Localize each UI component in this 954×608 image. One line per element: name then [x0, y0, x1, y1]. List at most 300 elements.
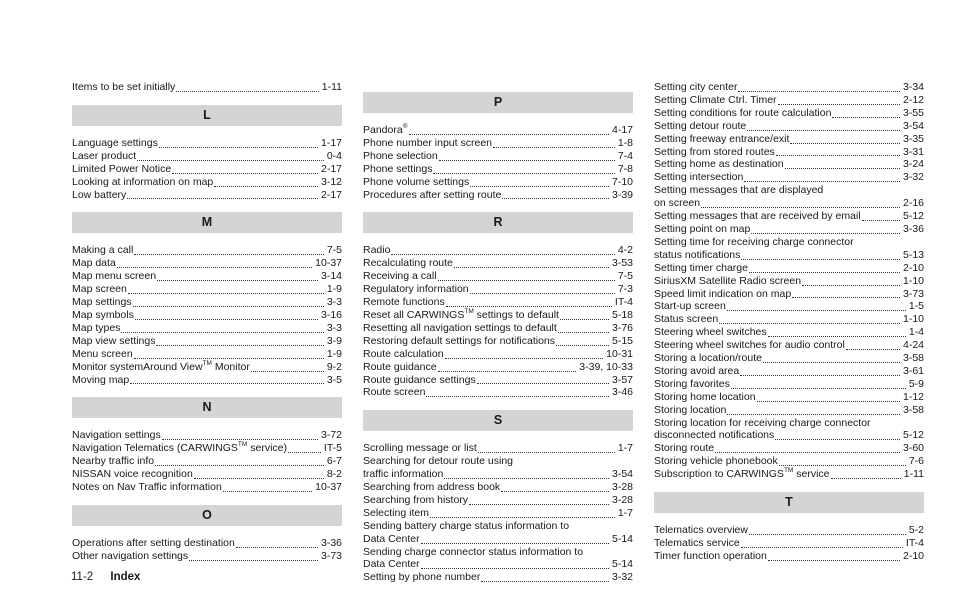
index-entry [654, 524, 924, 537]
index-entry-text: Data Center [363, 558, 420, 571]
index-entry-text: Setting intersection [654, 171, 744, 184]
index-entry-name [654, 365, 739, 378]
index-letter-header: O [72, 505, 342, 526]
dot-leader [470, 186, 609, 187]
index-entry-name [72, 137, 158, 150]
index-entry-name [363, 176, 469, 189]
dot-leader [741, 547, 903, 548]
index-entry-text: Radio [363, 244, 391, 257]
index-entry-text: Setting messages that are displayed [654, 184, 824, 197]
index-entry-text: Storing home location [654, 390, 756, 403]
index-entry [363, 361, 633, 374]
index-entry-text: Making a call [72, 244, 134, 257]
index-entry-name [363, 309, 559, 322]
page-reference: 7-5 [326, 244, 342, 257]
dot-leader [155, 465, 324, 466]
dot-leader [430, 517, 615, 518]
index-entry [72, 244, 342, 257]
dot-leader [785, 168, 900, 169]
dot-leader [719, 323, 900, 324]
index-entry-name [654, 223, 750, 236]
dot-leader [214, 186, 318, 187]
dot-leader [846, 349, 900, 350]
index-entry [654, 223, 924, 236]
page-reference: 7-5 [617, 270, 633, 283]
index-entry-name [72, 374, 129, 387]
index-entry [654, 352, 924, 365]
index-entry-text: service) [247, 442, 287, 455]
page-reference: IT-4 [614, 296, 633, 309]
index-entry [654, 184, 924, 210]
index-entry [72, 81, 342, 94]
index-entry [72, 270, 342, 283]
page-reference: 1-10 [902, 274, 924, 287]
dot-leader [556, 345, 609, 346]
page-reference: 3-46 [611, 386, 633, 399]
dot-leader [446, 306, 612, 307]
page-reference: 1-12 [902, 390, 924, 403]
index-entry [654, 146, 924, 159]
page-reference: 3-61 [902, 364, 924, 377]
index-entry-text: Route guidance settings [363, 373, 476, 386]
page-reference: 1-11 [321, 81, 342, 93]
page-reference: 10-37 [315, 481, 342, 494]
index-entry [363, 348, 633, 361]
index-entry-name [363, 348, 444, 361]
dot-leader [223, 491, 312, 492]
index-entry-text: Storing avoid area [654, 364, 740, 377]
page-reference: 3-5 [326, 373, 342, 386]
page-reference: 1-7 [617, 442, 633, 455]
dot-leader [862, 220, 900, 221]
index-entry [654, 171, 924, 184]
index-entry [363, 335, 633, 348]
index-letter-header: M [72, 212, 342, 233]
page-reference: 5-12 [902, 429, 924, 442]
page-reference: 3-31 [902, 145, 924, 158]
dot-leader [478, 452, 615, 453]
index-entry-text: Storing location [654, 403, 727, 416]
index-entry-name [72, 244, 133, 257]
index-entry-name [72, 283, 127, 296]
dot-leader [409, 134, 609, 135]
index-entry [363, 374, 633, 387]
index-entry [363, 189, 633, 202]
index-entry-name [363, 163, 432, 176]
page-reference: 0-4 [326, 149, 342, 162]
index-entry-name [72, 468, 193, 481]
index-entry-name [363, 270, 437, 283]
index-entry-text: Searching from address book [363, 481, 501, 494]
page-reference: 2-17 [320, 188, 342, 201]
index-entry-text: Phone selection [363, 149, 438, 162]
page-reference: 3-35 [902, 132, 924, 145]
index-entry [654, 300, 924, 313]
index-entry [72, 468, 342, 481]
index-entry [363, 571, 633, 584]
index-entry-name [654, 94, 777, 107]
index-entry [72, 537, 342, 550]
index-entry [72, 335, 342, 348]
page-reference: 3-32 [611, 571, 633, 584]
index-entry-text: Restoring default settings for notifications [363, 334, 556, 347]
section-label: Index [110, 571, 141, 583]
index-entry [363, 244, 633, 257]
index-entry [654, 158, 924, 171]
index-entry [72, 481, 342, 494]
page-reference: 1-17 [320, 136, 342, 149]
index-entry-name [654, 158, 784, 171]
index-entry [654, 94, 924, 107]
index-entry [654, 468, 924, 481]
index-letter-header: P [363, 92, 633, 113]
index-entry [72, 374, 342, 387]
index-entry-name [654, 210, 861, 223]
page-reference: 3-36 [320, 536, 342, 549]
index-entry-text: Items to be set initially [72, 81, 176, 93]
index-entry-text: Laser product [72, 149, 137, 162]
dot-leader [747, 130, 900, 131]
index-entry-name [654, 455, 778, 468]
index-entry-text: Recalculating route [363, 257, 453, 270]
index-entry-text: Setting time for receiving charge connector [654, 235, 854, 248]
index-entry [72, 550, 342, 563]
index-entry-text: Setting detour route [654, 119, 747, 132]
dot-leader [189, 560, 318, 561]
index-entry [654, 288, 924, 301]
page-reference: 3-34 [902, 81, 924, 93]
index-column-2 [363, 81, 633, 584]
dot-leader [134, 254, 324, 255]
dot-leader [802, 285, 900, 286]
dot-leader [288, 452, 321, 453]
index-entry-name [72, 309, 134, 322]
page-reference: 3-16 [320, 308, 342, 321]
page-reference: 5-18 [611, 308, 633, 321]
index-entry-line [363, 533, 633, 546]
page-reference: 3-3 [326, 296, 342, 309]
dot-leader [130, 383, 324, 384]
index-entry-name [72, 176, 213, 189]
index-entry [72, 283, 342, 296]
index-entry-name [72, 550, 188, 563]
page-reference: 3-14 [320, 270, 342, 283]
index-entry-text: Resetting all navigation settings to default [363, 321, 557, 334]
page-reference: 5-15 [611, 334, 633, 347]
index-entry-text: settings to default [473, 308, 559, 321]
dot-leader [727, 310, 906, 311]
index-entry-text: Setting freeway entrance/exit [654, 132, 790, 145]
index-entry-text: Steering wheel switches for audio control [654, 339, 845, 352]
index-entry [654, 210, 924, 223]
page-reference: 8-2 [326, 468, 342, 481]
index-entry [363, 309, 633, 322]
index-entry-text: Looking at information on map [72, 175, 214, 188]
index-entry-text: Telematics service [654, 537, 740, 549]
index-entry [363, 481, 633, 494]
index-entry-name [72, 296, 132, 309]
page-reference: 3-28 [611, 493, 633, 506]
dot-leader [477, 383, 609, 384]
page-reference: 5-9 [908, 377, 924, 390]
index-entry-text: Map view settings [72, 334, 156, 347]
index-entry-text: Low battery [72, 188, 127, 201]
index-entry-text: Map types [72, 321, 121, 334]
index-entry-text: Remote functions [363, 296, 445, 309]
dot-leader [159, 147, 318, 148]
index-entry-text: Nearby traffic info [72, 455, 155, 468]
index-entry [363, 283, 633, 296]
dot-leader [792, 297, 900, 298]
page-reference: 3-39, 10-33 [579, 360, 633, 373]
page-reference: 9-2 [326, 360, 342, 373]
index-entry-name [363, 533, 420, 546]
dot-leader [749, 534, 906, 535]
index-entry [363, 322, 633, 335]
index-entry-name [654, 378, 730, 391]
page-reference: 3-54 [611, 468, 633, 481]
page-number: 11-2 [71, 571, 94, 583]
index-entry-name [654, 524, 748, 537]
dot-leader [501, 491, 609, 492]
page-reference: 1-9 [326, 347, 342, 360]
index-entry-text: Setting by phone number [363, 571, 481, 584]
dot-leader [176, 91, 318, 92]
index-entry-name [363, 468, 443, 481]
dot-leader [470, 293, 615, 294]
index-entry-name [654, 468, 830, 481]
dot-leader [744, 181, 900, 182]
index-entry [654, 378, 924, 391]
dot-leader [433, 173, 614, 174]
index-entry [654, 275, 924, 288]
index-entry-line [654, 429, 924, 442]
index-entry-text: Telematics overview [654, 524, 748, 537]
index-entry-text: NISSAN voice recognition [72, 468, 193, 481]
page-reference: 1-7 [617, 506, 633, 519]
dot-leader [127, 198, 318, 199]
index-entry-text: Searching from history [363, 493, 469, 506]
index-entry [654, 550, 924, 563]
page-reference: 5-2 [908, 524, 924, 537]
index-entry [654, 391, 924, 404]
index-entry-text: Other navigation settings [72, 549, 189, 562]
index-entry-text: Map symbols [72, 308, 134, 321]
index-entry-text: Route screen [363, 386, 426, 399]
index-entry-text: Setting city center [654, 81, 738, 93]
index-entry [72, 150, 342, 163]
page-reference: 3-36 [902, 222, 924, 235]
index-entry-text: Phone number input screen [363, 136, 492, 149]
index-entry [363, 137, 633, 150]
index-entry [363, 546, 633, 572]
page-reference: 6-7 [326, 455, 342, 468]
index-entry-text: Route calculation [363, 347, 444, 360]
index-entry-text: traffic information [363, 468, 444, 481]
index-entry-text: Reset all CARWINGS [363, 308, 465, 321]
index-entry-name [72, 189, 126, 202]
index-entry-text: Storing location for receiving charge connector [654, 416, 871, 429]
index-entry-name [72, 348, 133, 361]
index-entry-name [72, 150, 136, 163]
page-reference: 3-24 [902, 158, 924, 171]
index-entry-text: Setting home as destination [654, 158, 784, 171]
index-entry-text: SiriusXM Satellite Radio screen [654, 274, 802, 287]
index-entry-text: Route guidance [363, 360, 437, 373]
index-entry-name [72, 322, 120, 335]
trademark-mark: ® [402, 123, 408, 130]
page-reference: 3-76 [611, 321, 633, 334]
index-entry-name [654, 288, 791, 301]
dot-leader [727, 414, 900, 415]
index-entry-text: Monitor systemAround View [72, 360, 203, 373]
dot-leader [558, 332, 609, 333]
page-reference: 3-73 [320, 549, 342, 562]
page-reference: 3-53 [611, 257, 633, 270]
dot-leader [731, 388, 906, 389]
dot-leader [831, 478, 901, 479]
page-reference: 4-24 [902, 339, 924, 352]
index-entry-name [72, 257, 116, 270]
dot-leader [236, 547, 318, 548]
page-reference: 7-4 [617, 149, 633, 162]
dot-leader [560, 319, 609, 320]
dot-leader [128, 293, 324, 294]
index-entry-line [654, 197, 924, 210]
index-entry-name [363, 571, 480, 584]
index-column-3 [654, 81, 924, 563]
dot-leader [162, 439, 318, 440]
index-entry-text: Phone volume settings [363, 175, 470, 188]
page-reference: 3-58 [902, 403, 924, 416]
index-entry-name [363, 361, 437, 374]
index-entry [654, 262, 924, 275]
index-entry-text: Storing a location/route [654, 352, 762, 365]
index-entry-name [72, 163, 171, 176]
dot-leader [778, 104, 900, 105]
page-reference: 3-3 [326, 321, 342, 334]
index-entry-text: Scrolling message or list [363, 442, 477, 455]
page-reference: 3-58 [902, 352, 924, 365]
index-entry [363, 150, 633, 163]
dot-leader [137, 160, 324, 161]
index-entry [72, 137, 342, 150]
dot-leader [776, 155, 900, 156]
page-reference: 3-39 [611, 188, 633, 201]
index-entry-text: service [793, 468, 830, 481]
dot-leader [493, 147, 615, 148]
index-entry [363, 270, 633, 283]
index-entry-text: on screen [654, 197, 701, 210]
index-entry-text: Map screen [72, 283, 127, 296]
index-entry [654, 133, 924, 146]
index-entry-name [363, 137, 492, 150]
dot-leader [469, 504, 609, 505]
page-reference: IT-5 [323, 442, 342, 455]
dot-leader [763, 362, 900, 363]
dot-leader [749, 272, 900, 273]
dot-leader [715, 452, 900, 453]
index-entry-name [654, 300, 726, 313]
index-entry-name [363, 558, 420, 571]
index-entry-line [363, 468, 633, 481]
index-entry [654, 537, 924, 550]
index-entry-text: Sending charge connector status information to [363, 545, 584, 558]
index-entry-name [363, 283, 469, 296]
index-entry-name [72, 270, 156, 283]
index-entry-text: Monitor [211, 360, 250, 373]
index-entry-name [363, 494, 468, 507]
index-entry-name [72, 81, 175, 94]
dot-leader [741, 259, 900, 260]
dot-leader [502, 198, 609, 199]
index-entry-name [72, 361, 250, 374]
index-entry-text: Operations after setting destination [72, 536, 235, 549]
index-entry-text: Regulatory information [363, 283, 469, 296]
page-footer [71, 571, 140, 583]
dot-leader [426, 396, 609, 397]
index-entry-text: Phone settings [363, 162, 433, 175]
page-reference: 1-4 [908, 326, 924, 339]
dot-leader [134, 358, 324, 359]
index-entry-name [654, 81, 737, 94]
index-entry-name [654, 133, 789, 146]
index-entry-text: Procedures after setting route [363, 188, 502, 201]
index-entry-name [72, 455, 154, 468]
index-entry-name [654, 313, 718, 326]
index-entry-line [654, 249, 924, 262]
index-entry-name [363, 189, 501, 202]
page-reference: 5-14 [611, 532, 633, 545]
index-entry-name [654, 429, 774, 442]
trademark-mark: TM [783, 467, 794, 475]
index-entry [72, 163, 342, 176]
page-reference: 3-73 [902, 287, 924, 300]
index-entry [363, 442, 633, 455]
page-reference: IT-4 [905, 537, 924, 549]
index-entry-name [72, 442, 287, 455]
page-reference: 2-17 [320, 162, 342, 175]
index-entry-text: Navigation Telematics (CARWINGS [72, 442, 238, 455]
index-entry [72, 322, 342, 335]
index-entry [654, 404, 924, 417]
page-reference: 2-10 [902, 549, 924, 562]
dot-leader [172, 173, 318, 174]
index-entry-name [654, 171, 743, 184]
page-reference: 1-9 [326, 283, 342, 296]
page-reference: 7-6 [908, 455, 924, 468]
page-reference: 3-72 [320, 429, 342, 442]
dot-leader [775, 439, 900, 440]
page-reference: 1-10 [902, 313, 924, 326]
dot-leader [779, 465, 906, 466]
index-entry [654, 120, 924, 133]
index-letter-header: L [72, 105, 342, 126]
index-entry [363, 257, 633, 270]
dot-leader [156, 345, 323, 346]
index-entry [363, 455, 633, 481]
index-entry [72, 429, 342, 442]
dot-leader [481, 581, 609, 582]
index-entry-name [654, 120, 746, 133]
index-column-1 [72, 81, 342, 563]
dot-leader [444, 478, 609, 479]
dot-leader [117, 267, 312, 268]
page-reference: 7-3 [617, 283, 633, 296]
index-entry-text: Steering wheel switches [654, 326, 767, 339]
index-entry-text: Status screen [654, 313, 719, 326]
dot-leader [135, 319, 318, 320]
